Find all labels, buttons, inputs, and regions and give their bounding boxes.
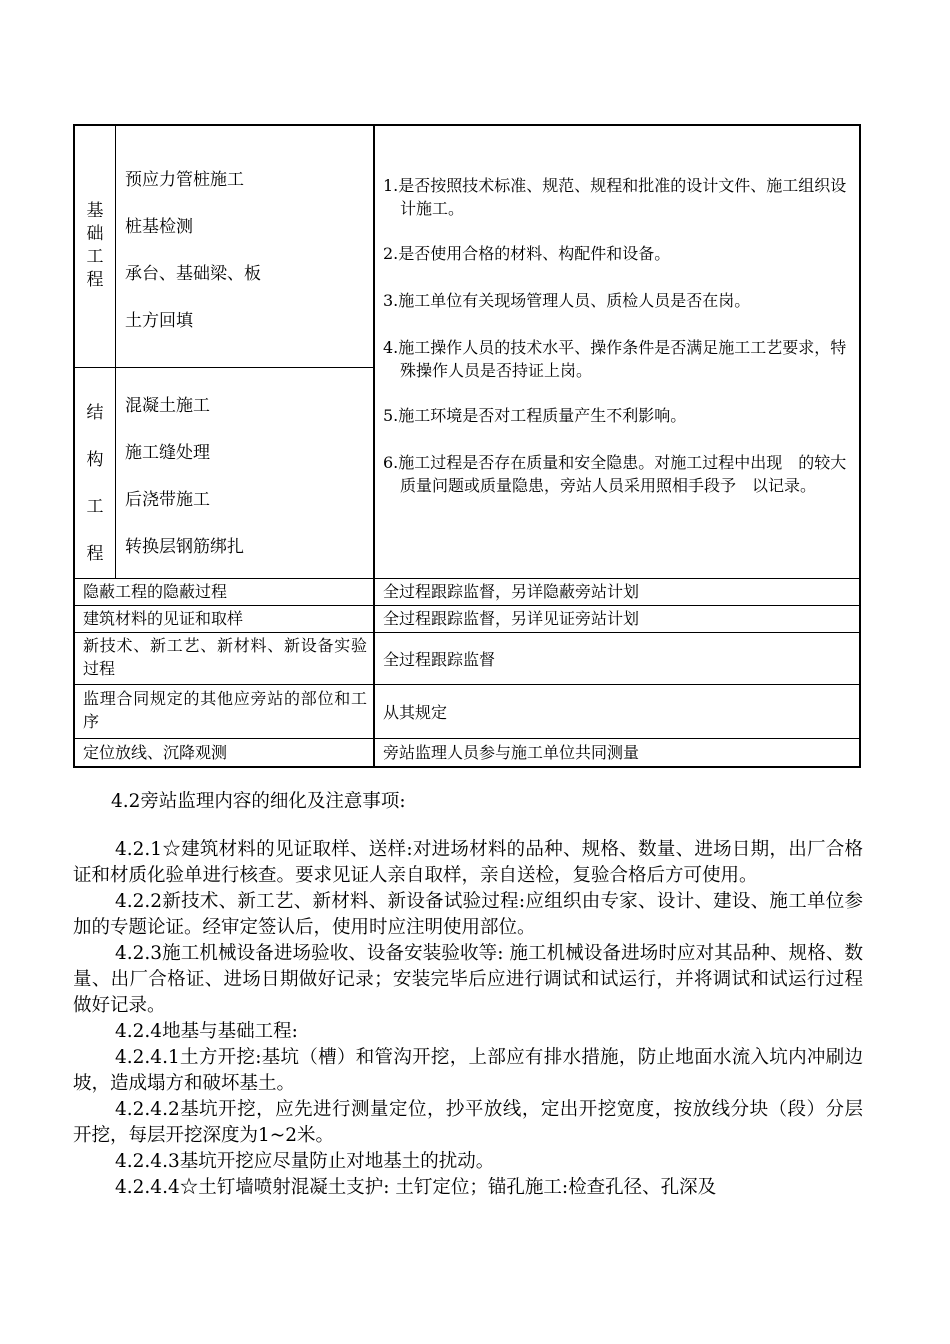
structure-item: 混凝土施工 (125, 396, 210, 416)
row-item: 新技术、新工艺、新材料、新设备实验过程 (83, 636, 367, 678)
body-paragraph: 4.2.4地基与基础工程: (115, 1021, 298, 1042)
row-content: 全过程跟踪监督，另详隐蔽旁站计划 (383, 582, 640, 601)
foundation-item: 承台、基础梁、板 (125, 264, 261, 284)
row-content: 旁站监理人员参与施工单位共同测量 (383, 743, 640, 762)
row-item: 定位放线、沉降观测 (83, 743, 228, 762)
row-content: 从其规定 (383, 703, 448, 722)
body-paragraph: 4.2.4.4☆土钉墙喷射混凝土支护: 土钉定位；锚孔施工:检查孔径、孔深及 (115, 1177, 717, 1198)
table-divider (75, 367, 373, 368)
requirement-item: 2.是否使用合格的材料、构配件和设备。 (383, 244, 671, 263)
structure-item: 转换层钢筋绑扎 (125, 537, 244, 557)
body-paragraph: 4.2.4.1土方开挖:基坑（槽）和管沟开挖，上部应有排水措施，防止地面水流入坑内冲刷边坡，造成塌方和破坏基土。 (73, 1047, 863, 1094)
table-divider (75, 632, 859, 633)
requirement-item: 1.是否按照技术标准、规范、规程和批准的设计文件、施工组织设计施工。 (383, 176, 847, 218)
category-foundation: 基 础 工 程 (86, 201, 104, 290)
row-item: 隐蔽工程的隐蔽过程 (83, 582, 228, 601)
body-paragraph: 4.2.3施工机械设备进场验收、设备安装验收等: 施工机械设备进场时应对其品种、规格、数量、出厂合格证、进场日期做好记录；安装完毕后应进行调试和试运行，并将调试和试运行过程做好记录。 (73, 943, 863, 1016)
table-divider (115, 126, 116, 578)
section-body (73, 789, 863, 1201)
section-heading: 4.2旁站监理内容的细化及注意事项: (111, 791, 406, 812)
structure-item: 后浇带施工 (125, 490, 210, 510)
body-paragraph: 4.2.1☆建筑材料的见证取样、送样:对进场材料的品种、规格、数量、进场日期，出厂合格证和材质化验单进行核查。要求见证人亲自取样，亲自送检，复验合格后方可使用。 (73, 839, 863, 886)
supervision-table (73, 124, 861, 768)
foundation-item: 桩基检测 (125, 217, 193, 237)
table-divider (75, 578, 859, 579)
requirement-item: 3.施工单位有关现场管理人员、质检人员是否在岗。 (383, 291, 751, 310)
requirement-item: 6.施工过程是否存在质量和安全隐患。对施工过程中出现 的较大质量问题或质量隐患，旁站人员采用照相手段予 以记录。 (383, 453, 847, 495)
table-divider (75, 605, 859, 606)
requirement-item: 4.施工操作人员的技术水平、操作条件是否满足施工工艺要求，特殊操作人员是否持证上岗。 (383, 338, 847, 380)
table-divider (75, 738, 859, 739)
row-item: 建筑材料的见证和取样 (83, 609, 244, 628)
body-paragraph: 4.2.4.3基坑开挖应尽量防止对地基土的扰动。 (115, 1151, 495, 1172)
structure-item: 施工缝处理 (125, 443, 210, 463)
row-item: 监理合同规定的其他应旁站的部位和工序 (83, 689, 367, 731)
body-paragraph: 4.2.2新技术、新工艺、新材料、新设备试验过程:应组织由专家、设计、建设、施工单位参加的专题论证。经审定签认后，使用时应注明使用部位。 (73, 891, 863, 938)
body-paragraph: 4.2.4.2基坑开挖，应先进行测量定位，抄平放线，定出开挖宽度，按放线分块（段）分层开挖，每层开挖深度为1~2米。 (73, 1099, 863, 1146)
row-content: 全过程跟踪监督 (383, 650, 496, 669)
row-content: 全过程跟踪监督，另详见证旁站计划 (383, 609, 640, 628)
table-divider (373, 126, 375, 766)
requirements-list (383, 174, 853, 497)
requirement-item: 5.施工环境是否对工程质量产生不利影响。 (383, 406, 687, 425)
foundation-item: 土方回填 (125, 311, 193, 331)
foundation-item: 预应力管桩施工 (125, 170, 244, 190)
table-divider (75, 684, 859, 685)
category-structure: 结 构 工 程 (86, 403, 104, 564)
